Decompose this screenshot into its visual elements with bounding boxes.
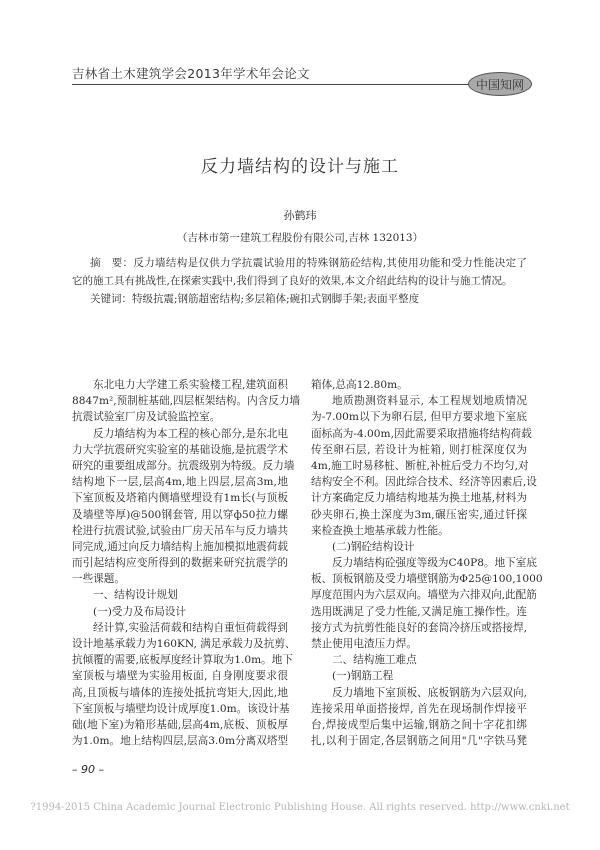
text-line: 下室顶板与墙壁均设计成厚度1.0m。该设计基 [72,702,290,715]
text-line: 台,焊接成型后集中运输,钢筋之间十字花扣绑 [311,718,527,731]
text-line: 同完成,通过向反力墙结构上施加模拟地震荷载 [72,540,288,553]
abstract-line-2: 它的施工具有挑战性,在探索实践中,我们得到了良好的效果,本文介绍此结构的设计与施工情况。 [72,275,513,287]
page-number: – 90 – [72,763,104,776]
text-line: (一)钢筋工程 [332,670,394,683]
text-line: 一些课题。 [72,573,125,586]
text-line: 东北电力大学建工系实验楼工程,建筑面积 [93,379,288,391]
text-line: 室顶板与墙壁为实验用板面, 自身刚度要求很 [72,670,288,683]
text-line: 设计地基承载力为160KN, 满足承载力及抗剪、 [72,638,296,650]
text-line: 为1.0m。地上结构四层,层高3.0m分离双塔型 [72,735,289,748]
abstract-line-1: 摘 要：反力墙结构是仅供力学抗震试验用的特殊钢筋砼结构,其使用功能和受力性能决定了 [90,257,527,269]
running-header: 吉林省土木建筑学会2013年学术年会论文 [72,66,310,81]
logo-text: 中国知网 [475,77,524,92]
body-right-column [311,377,543,749]
text-line: 计方案确定反力墙结构地基为换土地基,材料为 [311,492,527,505]
text-line: 下室顶板及塔箱内侧墙壁埋设有1m长(与顶板 [72,492,288,505]
text-line: 一、结构设计规划 [93,589,178,602]
text-line: 扎,以利于固定,各层钢筋之间用"几"字铁马凳 [311,735,527,748]
text-line: 砂夹卵石,换土深度为3m,碾压密实,通过钎探 [311,508,527,521]
text-line: 面标高为-4.00m,因此需要采取措施将结构荷载 [311,427,532,440]
text-line: 高,且顶板与墙体的连接处抵抗弯矩大,因此,地 [72,686,288,699]
text-line: 反力墙结构砼强度等级为C40P8。地下室底 [332,557,537,570]
article-title: 反力墙结构的设计与施工 [201,157,399,177]
cnki-logo [468,72,532,96]
text-line: 而引起结构应变所得到的数据来研究抗震学的 [72,557,288,570]
text-line: 础(地下室)为箱形基础,层高4m,底板、顶板厚 [72,718,288,731]
text-line: 结构地下一层,层高4m,地上四层,层高3m,地 [72,476,288,489]
body-left-column [72,377,301,749]
text-line: 二、结构施工难点 [332,654,417,667]
text-line: 栓进行抗震试验,试验由厂房天吊车与反力墙共 [72,524,288,537]
text-line: 禁止使用电渣压力焊。 [311,638,417,650]
text-line: 研究的重要组成部分。抗震级别为特级。反力墙 [72,459,295,472]
text-line: 传至卵石层, 若设计为桩箱, 则打桩深度仅为 [311,443,527,456]
text-line: 厚度范围内为六层双向。墙壁为六排双向,此配筋 [311,589,537,602]
text-line: 抗震试验室厂房及试验监控室。 [72,411,221,424]
text-line: 反力墙地下室顶板、底板钢筋为六层双向, [332,686,527,699]
copyright-notice: ?1994-2015 China Academic Journal Electronic Publishing House. All rights reserved. http://www.cnki.net [30,802,570,813]
text-line: 板、顶板钢筋及受力墙壁钢筋为Φ25@100,1000 [311,573,543,586]
text-line: 结构安全不利。因此综合技术、经济等因素后,设 [311,476,537,489]
text-line: 箱体,总高12.80m。 [311,379,408,391]
text-line: 接方式为抗剪性能良好的套筒冷挤压或搭接焊, [311,621,527,634]
text-line: 连接采用单面搭接焊, 首先在现场制作焊接平 [311,702,527,715]
affiliation: （吉林市第一建筑工程股份有限公司,吉林 132013） [176,232,424,244]
text-line: 为-7.00m以下为卵石层, 但甲方要求地下室底 [311,411,527,424]
keywords: 关键词：特级抗震;钢筋超密结构;多层箱体;碗扣式钢脚手架;表面平整度 [90,293,420,305]
text-line: 4m,施工时易移桩、断桩,补桩后受力不均匀,对 [311,459,529,472]
text-line: (二)钢砼结构设计 [332,540,415,553]
text-line: 8847m²,预制桩基础,四层框架结构。内含反力墙 [72,395,301,408]
author: 孙鹤玮 [283,209,317,222]
text-line: 及墙壁等厚)@500钢套管, 用以穿ф50拉力螺 [72,508,288,521]
text-line: 力大学抗震研究实验室的基础设施,是抗震学术 [72,443,288,456]
text-line: 反力墙结构为本工程的核心部分,是东北电 [93,427,288,440]
text-line: 经计算,实验活荷载和结构自重恒荷载得到 [93,621,288,634]
text-line: 地质勘测资料显示, 本工程规划地质情况 [332,395,527,408]
text-line: (一)受力及布局设计 [93,605,187,618]
text-line: 来检查换土地基承载力性能。 [311,524,449,537]
text-line: 选用既满足了受力性能,又满足施工操作性。连 [311,605,527,618]
text-line: 抗倾覆的需要,底板厚度经计算取为1.0m。地下 [72,654,293,667]
header-rule [72,84,472,85]
